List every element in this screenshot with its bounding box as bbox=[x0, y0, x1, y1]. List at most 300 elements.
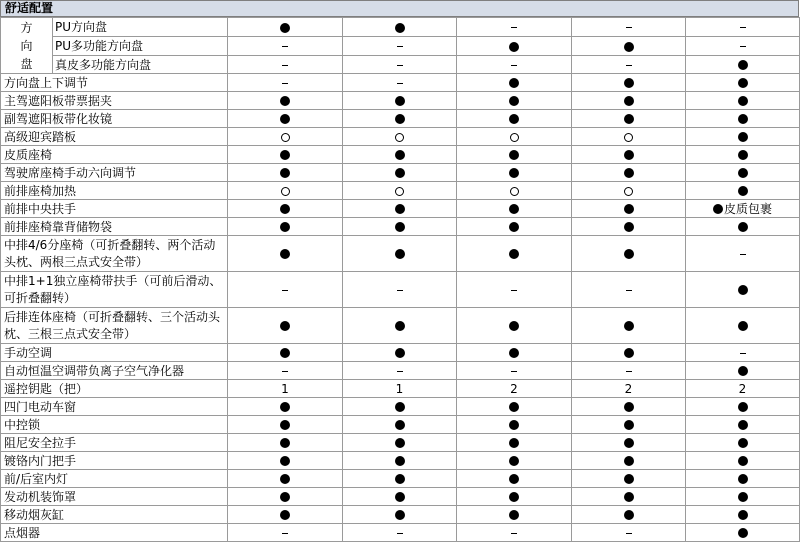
row-label: 中排1+1独立座椅带扶手（可前后滑动、可折叠翻转） bbox=[1, 272, 228, 308]
filled-circle-icon bbox=[738, 474, 748, 484]
value-cell bbox=[686, 128, 800, 146]
table-row bbox=[1, 146, 800, 164]
filled-circle-icon bbox=[280, 348, 290, 358]
table-row bbox=[1, 128, 800, 146]
row-label: 皮质座椅 bbox=[1, 146, 228, 164]
table-row bbox=[1, 182, 800, 200]
value-cell bbox=[343, 128, 457, 146]
filled-circle-icon bbox=[624, 204, 634, 214]
value-cell bbox=[686, 218, 800, 236]
filled-circle-icon bbox=[624, 402, 634, 412]
value-cell bbox=[457, 146, 572, 164]
value-cell bbox=[457, 110, 572, 128]
value-cell bbox=[686, 182, 800, 200]
value-cell bbox=[228, 56, 343, 74]
value-cell bbox=[228, 506, 343, 524]
dash-icon bbox=[740, 27, 746, 28]
table-row bbox=[1, 200, 800, 218]
dash-icon bbox=[397, 371, 403, 372]
value-cell bbox=[457, 272, 572, 308]
value-cell bbox=[228, 272, 343, 308]
filled-circle-icon bbox=[738, 114, 748, 124]
filled-circle-icon bbox=[624, 456, 634, 466]
steering-group-char: 方 bbox=[20, 20, 33, 35]
row-label: PU多功能方向盘 bbox=[53, 37, 228, 56]
filled-circle-icon bbox=[509, 222, 519, 232]
value-cell bbox=[343, 488, 457, 506]
filled-circle-icon bbox=[395, 23, 405, 33]
value-cell bbox=[572, 380, 686, 398]
value-cell bbox=[343, 74, 457, 92]
filled-circle-icon bbox=[280, 150, 290, 160]
value-cell bbox=[228, 488, 343, 506]
value-cell bbox=[572, 200, 686, 218]
value-cell bbox=[686, 164, 800, 182]
value-cell bbox=[686, 380, 800, 398]
row-label: 中排4/6分座椅（可折叠翻转、两个活动头枕、两根三点式安全带） bbox=[1, 236, 228, 272]
value-cell bbox=[343, 182, 457, 200]
dash-icon bbox=[511, 27, 517, 28]
value-cell bbox=[228, 18, 343, 37]
value-cell bbox=[572, 128, 686, 146]
table-row bbox=[1, 37, 800, 56]
value-cell bbox=[457, 218, 572, 236]
value-cell bbox=[228, 110, 343, 128]
table-row bbox=[1, 506, 800, 524]
hollow-circle-icon bbox=[281, 187, 290, 196]
filled-circle-icon bbox=[738, 285, 748, 295]
filled-circle-icon bbox=[395, 438, 405, 448]
hollow-circle-icon bbox=[395, 187, 404, 196]
table-row bbox=[1, 434, 800, 452]
filled-circle-icon bbox=[738, 366, 748, 376]
value-cell bbox=[343, 37, 457, 56]
value-cell bbox=[457, 308, 572, 344]
filled-circle-icon bbox=[280, 456, 290, 466]
filled-circle-icon bbox=[509, 420, 519, 430]
value-cell bbox=[686, 272, 800, 308]
comfort-spec-table bbox=[0, 17, 800, 542]
value-cell bbox=[343, 506, 457, 524]
filled-circle-icon bbox=[624, 96, 634, 106]
steering-group-label bbox=[1, 18, 53, 74]
value-cell bbox=[572, 470, 686, 488]
filled-circle-icon bbox=[509, 96, 519, 106]
value-cell bbox=[343, 362, 457, 380]
value-cell bbox=[457, 470, 572, 488]
value-cell bbox=[572, 488, 686, 506]
value-cell bbox=[686, 524, 800, 542]
dash-icon bbox=[626, 290, 632, 291]
value-cell bbox=[572, 452, 686, 470]
value-text: 1 bbox=[395, 382, 404, 396]
table-row bbox=[1, 92, 800, 110]
filled-circle-icon bbox=[738, 420, 748, 430]
table-row bbox=[1, 272, 800, 308]
filled-circle-icon bbox=[280, 492, 290, 502]
value-cell bbox=[343, 344, 457, 362]
filled-circle-icon bbox=[395, 204, 405, 214]
row-label: 副驾遮阳板带化妆镜 bbox=[1, 110, 228, 128]
table-row bbox=[1, 416, 800, 434]
filled-circle-icon bbox=[280, 204, 290, 214]
filled-circle-icon bbox=[624, 438, 634, 448]
row-label: 遥控钥匙（把） bbox=[1, 380, 228, 398]
filled-circle-icon bbox=[395, 222, 405, 232]
value-cell bbox=[457, 37, 572, 56]
table-row bbox=[1, 18, 800, 37]
row-label: 前排座椅靠背储物袋 bbox=[1, 218, 228, 236]
filled-circle-icon bbox=[738, 168, 748, 178]
filled-circle-icon bbox=[509, 150, 519, 160]
value-cell bbox=[343, 470, 457, 488]
filled-circle-icon bbox=[280, 438, 290, 448]
row-label: 四门电动车窗 bbox=[1, 398, 228, 416]
value-cell bbox=[343, 200, 457, 218]
value-cell bbox=[686, 488, 800, 506]
value-cell bbox=[686, 37, 800, 56]
value-cell bbox=[572, 92, 686, 110]
row-label: 发动机装饰罩 bbox=[1, 488, 228, 506]
value-cell bbox=[572, 37, 686, 56]
filled-circle-icon bbox=[280, 420, 290, 430]
dash-icon bbox=[740, 46, 746, 47]
filled-circle-icon bbox=[624, 348, 634, 358]
filled-circle-icon bbox=[509, 249, 519, 259]
value-cell bbox=[228, 74, 343, 92]
filled-circle-icon bbox=[395, 96, 405, 106]
table-row bbox=[1, 218, 800, 236]
filled-circle-icon bbox=[624, 114, 634, 124]
value-cell bbox=[457, 74, 572, 92]
value-text: 2 bbox=[738, 382, 747, 396]
dash-icon bbox=[626, 533, 632, 534]
value-text: 2 bbox=[624, 382, 633, 396]
value-cell bbox=[343, 146, 457, 164]
value-cell bbox=[343, 452, 457, 470]
value-cell bbox=[572, 18, 686, 37]
filled-circle-icon bbox=[509, 438, 519, 448]
value-cell bbox=[457, 164, 572, 182]
filled-circle-icon bbox=[509, 456, 519, 466]
value-cell bbox=[457, 506, 572, 524]
value-cell bbox=[228, 146, 343, 164]
row-label: 自动恒温空调带负离子空气净化器 bbox=[1, 362, 228, 380]
filled-circle-icon bbox=[624, 510, 634, 520]
value-cell bbox=[572, 56, 686, 74]
value-cell bbox=[686, 146, 800, 164]
dash-icon bbox=[282, 65, 288, 66]
value-cell bbox=[228, 362, 343, 380]
value-cell bbox=[457, 488, 572, 506]
value-cell bbox=[686, 398, 800, 416]
table-row bbox=[1, 470, 800, 488]
value-cell bbox=[572, 182, 686, 200]
value-cell bbox=[457, 344, 572, 362]
value-cell bbox=[343, 524, 457, 542]
filled-circle-icon bbox=[509, 492, 519, 502]
filled-circle-icon bbox=[395, 249, 405, 259]
filled-circle-icon bbox=[624, 168, 634, 178]
dash-icon bbox=[626, 27, 632, 28]
value-cell bbox=[457, 18, 572, 37]
hollow-circle-icon bbox=[510, 187, 519, 196]
dash-icon bbox=[626, 371, 632, 372]
value-cell bbox=[686, 434, 800, 452]
value-cell bbox=[686, 506, 800, 524]
dash-icon bbox=[282, 46, 288, 47]
row-label: 方向盘上下调节 bbox=[1, 74, 228, 92]
filled-circle-icon bbox=[738, 78, 748, 88]
value-cell bbox=[457, 416, 572, 434]
value-cell bbox=[572, 74, 686, 92]
filled-circle-icon bbox=[509, 402, 519, 412]
filled-circle-icon bbox=[509, 78, 519, 88]
table-row bbox=[1, 524, 800, 542]
filled-circle-icon bbox=[738, 96, 748, 106]
value-cell bbox=[572, 236, 686, 272]
value-cell bbox=[228, 236, 343, 272]
filled-circle-icon bbox=[509, 204, 519, 214]
value-cell bbox=[686, 236, 800, 272]
value-cell bbox=[457, 398, 572, 416]
value-cell bbox=[572, 416, 686, 434]
row-label: 前/后室内灯 bbox=[1, 470, 228, 488]
table-row bbox=[1, 110, 800, 128]
filled-circle-icon bbox=[280, 168, 290, 178]
dash-icon bbox=[397, 290, 403, 291]
filled-circle-icon bbox=[395, 114, 405, 124]
dash-icon bbox=[397, 533, 403, 534]
filled-circle-icon bbox=[280, 114, 290, 124]
value-cell bbox=[228, 470, 343, 488]
value-cell bbox=[228, 398, 343, 416]
dash-icon bbox=[511, 290, 517, 291]
value-cell bbox=[228, 416, 343, 434]
dash-icon bbox=[282, 533, 288, 534]
filled-circle-icon bbox=[624, 222, 634, 232]
value-cell bbox=[343, 110, 457, 128]
value-cell bbox=[457, 200, 572, 218]
filled-circle-icon bbox=[738, 150, 748, 160]
filled-circle-icon bbox=[509, 474, 519, 484]
steering-group-char: 向 bbox=[20, 38, 33, 53]
value-cell bbox=[686, 416, 800, 434]
value-cell bbox=[228, 92, 343, 110]
value-cell bbox=[343, 272, 457, 308]
row-label: 镀铬内门把手 bbox=[1, 452, 228, 470]
section-title: 舒适配置 bbox=[0, 0, 799, 17]
row-label: 驾驶席座椅手动六向调节 bbox=[1, 164, 228, 182]
filled-circle-icon bbox=[738, 321, 748, 331]
row-label: PU方向盘 bbox=[53, 18, 228, 37]
value-cell bbox=[228, 37, 343, 56]
value-cell bbox=[343, 398, 457, 416]
table-row bbox=[1, 164, 800, 182]
value-cell bbox=[457, 434, 572, 452]
value-text: 1 bbox=[281, 382, 289, 396]
filled-circle-icon bbox=[738, 132, 748, 142]
value-cell bbox=[228, 128, 343, 146]
hollow-circle-icon bbox=[510, 133, 519, 142]
dash-icon bbox=[397, 46, 403, 47]
value-cell bbox=[228, 380, 343, 398]
filled-circle-icon bbox=[509, 114, 519, 124]
dash-icon bbox=[397, 65, 403, 66]
filled-circle-icon bbox=[395, 321, 405, 331]
value-cell bbox=[457, 92, 572, 110]
filled-circle-icon bbox=[738, 222, 748, 232]
filled-circle-icon bbox=[509, 168, 519, 178]
value-cell bbox=[457, 236, 572, 272]
value-cell bbox=[228, 218, 343, 236]
filled-circle-icon bbox=[280, 402, 290, 412]
filled-circle-icon bbox=[738, 492, 748, 502]
value-cell bbox=[228, 164, 343, 182]
dash-icon bbox=[511, 533, 517, 534]
value-cell bbox=[457, 182, 572, 200]
value-cell bbox=[228, 182, 343, 200]
table-row bbox=[1, 344, 800, 362]
hollow-circle-icon bbox=[624, 187, 633, 196]
value-cell bbox=[572, 506, 686, 524]
value-cell bbox=[572, 218, 686, 236]
value-cell bbox=[572, 308, 686, 344]
value-cell bbox=[343, 164, 457, 182]
filled-circle-icon bbox=[280, 321, 290, 331]
filled-circle-icon bbox=[280, 222, 290, 232]
value-cell bbox=[228, 524, 343, 542]
value-cell bbox=[572, 398, 686, 416]
value-cell bbox=[228, 308, 343, 344]
row-label: 点烟器 bbox=[1, 524, 228, 542]
hollow-circle-icon bbox=[395, 133, 404, 142]
row-label: 前排座椅加热 bbox=[1, 182, 228, 200]
value-cell bbox=[343, 416, 457, 434]
table-row bbox=[1, 452, 800, 470]
value-cell bbox=[686, 56, 800, 74]
value-cell bbox=[343, 56, 457, 74]
table-row bbox=[1, 398, 800, 416]
value-cell bbox=[457, 452, 572, 470]
row-label: 真皮多功能方向盘 bbox=[53, 56, 228, 74]
row-label: 中控锁 bbox=[1, 416, 228, 434]
value-cell bbox=[572, 524, 686, 542]
table-row bbox=[1, 488, 800, 506]
table-row bbox=[1, 56, 800, 74]
filled-circle-icon bbox=[738, 528, 748, 538]
filled-circle-icon bbox=[280, 474, 290, 484]
filled-circle-icon bbox=[395, 150, 405, 160]
value-cell bbox=[572, 434, 686, 452]
row-label: 高级迎宾踏板 bbox=[1, 128, 228, 146]
filled-circle-icon bbox=[738, 456, 748, 466]
table-row bbox=[1, 74, 800, 92]
value-note bbox=[713, 202, 772, 216]
row-label: 阻尼安全拉手 bbox=[1, 434, 228, 452]
dash-icon bbox=[282, 371, 288, 372]
filled-circle-icon bbox=[738, 438, 748, 448]
value-cell bbox=[228, 344, 343, 362]
filled-circle-icon bbox=[280, 96, 290, 106]
hollow-circle-icon bbox=[624, 133, 633, 142]
value-cell bbox=[343, 236, 457, 272]
filled-circle-icon bbox=[738, 402, 748, 412]
value-cell bbox=[686, 92, 800, 110]
filled-circle-icon bbox=[738, 60, 748, 70]
filled-circle-icon bbox=[624, 321, 634, 331]
row-label: 主驾遮阳板带票据夹 bbox=[1, 92, 228, 110]
value-text: 2 bbox=[510, 382, 518, 396]
filled-circle-icon bbox=[713, 204, 723, 214]
dash-icon bbox=[740, 353, 746, 354]
value-cell bbox=[686, 470, 800, 488]
table-row bbox=[1, 236, 800, 272]
filled-circle-icon bbox=[280, 23, 290, 33]
table-row bbox=[1, 380, 800, 398]
row-label: 手动空调 bbox=[1, 344, 228, 362]
value-cell bbox=[686, 18, 800, 37]
filled-circle-icon bbox=[280, 510, 290, 520]
hollow-circle-icon bbox=[281, 133, 290, 142]
value-cell bbox=[686, 74, 800, 92]
filled-circle-icon bbox=[509, 510, 519, 520]
filled-circle-icon bbox=[624, 420, 634, 430]
value-cell bbox=[343, 92, 457, 110]
value-cell bbox=[343, 434, 457, 452]
dash-icon bbox=[626, 65, 632, 66]
filled-circle-icon bbox=[738, 510, 748, 520]
value-cell bbox=[457, 128, 572, 146]
filled-circle-icon bbox=[395, 402, 405, 412]
dash-icon bbox=[511, 65, 517, 66]
row-label: 前排中央扶手 bbox=[1, 200, 228, 218]
value-cell bbox=[572, 362, 686, 380]
dash-icon bbox=[740, 254, 746, 255]
filled-circle-icon bbox=[395, 348, 405, 358]
value-cell bbox=[457, 56, 572, 74]
value-cell bbox=[686, 110, 800, 128]
value-cell bbox=[572, 272, 686, 308]
value-note-text: 皮质包裹 bbox=[723, 202, 772, 216]
filled-circle-icon bbox=[395, 510, 405, 520]
dash-icon bbox=[282, 83, 288, 84]
filled-circle-icon bbox=[509, 348, 519, 358]
steering-group-char: 盘 bbox=[20, 56, 33, 71]
value-cell bbox=[343, 18, 457, 37]
filled-circle-icon bbox=[395, 168, 405, 178]
filled-circle-icon bbox=[624, 42, 634, 52]
value-cell bbox=[228, 452, 343, 470]
spec-table-body bbox=[1, 18, 800, 542]
table-row bbox=[1, 362, 800, 380]
filled-circle-icon bbox=[395, 420, 405, 430]
filled-circle-icon bbox=[509, 42, 519, 52]
value-cell bbox=[343, 308, 457, 344]
value-cell bbox=[457, 380, 572, 398]
value-cell bbox=[228, 434, 343, 452]
row-label: 移动烟灰缸 bbox=[1, 506, 228, 524]
value-cell bbox=[686, 308, 800, 344]
dash-icon bbox=[397, 83, 403, 84]
row-label: 后排连体座椅（可折叠翻转、三个活动头枕、三根三点式安全带） bbox=[1, 308, 228, 344]
value-cell bbox=[686, 344, 800, 362]
filled-circle-icon bbox=[395, 456, 405, 466]
dash-icon bbox=[511, 371, 517, 372]
value-cell bbox=[572, 110, 686, 128]
dash-icon bbox=[282, 290, 288, 291]
value-cell bbox=[343, 380, 457, 398]
